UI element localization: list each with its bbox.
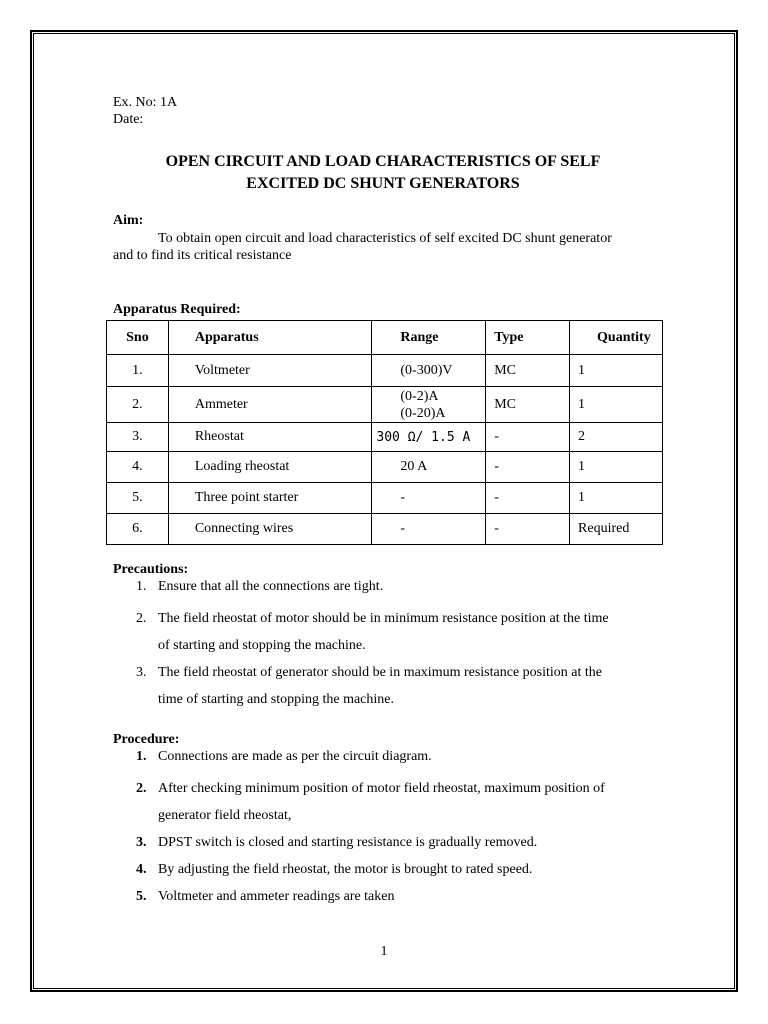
cell-quantity: 1 xyxy=(570,452,663,483)
cell-sno: 4. xyxy=(107,452,169,483)
cell-apparatus: Connecting wires xyxy=(168,514,372,545)
cell-sno: 3. xyxy=(107,423,169,452)
cell-apparatus: Rheostat xyxy=(168,423,372,452)
list-item-line: Connections are made as per the circuit diagram. xyxy=(158,749,432,764)
list-item-line: After checking minimum position of motor field rheostat, maximum position of xyxy=(158,781,605,796)
list-item xyxy=(114,883,674,910)
column-header-quantity: Quantity xyxy=(570,321,663,355)
list-item-number: 2. xyxy=(136,781,147,796)
cell-range: - xyxy=(372,483,486,514)
precautions-list xyxy=(114,578,674,713)
exercise-number: Ex. No: 1A xyxy=(113,95,178,110)
cell-quantity: 1 xyxy=(570,355,663,387)
column-header-range: Range xyxy=(372,321,486,355)
list-item-number: 2. xyxy=(136,611,147,626)
list-item xyxy=(114,605,674,659)
cell-range: - xyxy=(372,514,486,545)
page-title-line-2: EXCITED DC SHUNT GENERATORS xyxy=(246,175,520,192)
column-header-sno: Sno xyxy=(107,321,169,355)
cell-range: 300 Ω/ 1.5 A xyxy=(372,423,486,452)
list-item-number: 5. xyxy=(136,889,147,904)
cell-type: - xyxy=(486,452,570,483)
list-item-number: 1. xyxy=(136,749,147,764)
column-header-apparatus: Apparatus xyxy=(168,321,372,355)
table-row xyxy=(107,483,663,514)
list-item-number: 4. xyxy=(136,862,147,877)
cell-sno: 6. xyxy=(107,514,169,545)
table-row xyxy=(107,452,663,483)
cell-range xyxy=(372,387,486,423)
cell-quantity: 1 xyxy=(570,483,663,514)
list-item-line: By adjusting the field rheostat, the motor is brought to rated speed. xyxy=(158,862,533,877)
cell-range-line-1: (0-2)A xyxy=(400,388,439,404)
table-header-row xyxy=(107,321,663,355)
cell-apparatus: Three point starter xyxy=(168,483,372,514)
aim-heading: Aim: xyxy=(113,213,144,228)
procedure-heading: Procedure: xyxy=(113,732,180,747)
list-item-line: of starting and stopping the machine. xyxy=(158,638,366,653)
aim-text-line-1: To obtain open circuit and load characteristics of self excited DC shunt generator xyxy=(158,231,612,246)
cell-quantity: 2 xyxy=(570,423,663,452)
cell-apparatus: Voltmeter xyxy=(168,355,372,387)
list-item-line: The field rheostat of generator should be in maximum resistance position at the xyxy=(158,665,602,680)
cell-type: - xyxy=(486,514,570,545)
list-item xyxy=(114,829,674,856)
list-item xyxy=(114,659,674,713)
table-row xyxy=(107,514,663,545)
list-item-line: Ensure that all the connections are tight. xyxy=(158,579,384,594)
column-header-type: Type xyxy=(486,321,570,355)
list-item-line: Voltmeter and ammeter readings are taken xyxy=(158,889,395,904)
cell-type: MC xyxy=(486,355,570,387)
cell-apparatus: Loading rheostat xyxy=(168,452,372,483)
aim-text-line-2: and to find its critical resistance xyxy=(113,248,292,263)
cell-quantity: Required xyxy=(570,514,663,545)
list-item xyxy=(114,856,674,883)
list-item-number: 1. xyxy=(136,579,147,594)
date-label: Date: xyxy=(113,112,144,127)
page-number: 1 xyxy=(380,944,388,959)
cell-range: (0-300)V xyxy=(372,355,486,387)
list-item-number: 3. xyxy=(136,665,147,680)
page-title-line-1: OPEN CIRCUIT AND LOAD CHARACTERISTICS OF SELF xyxy=(165,153,601,170)
apparatus-table xyxy=(106,320,663,545)
cell-sno: 5. xyxy=(107,483,169,514)
list-item xyxy=(114,748,674,766)
cell-type: MC xyxy=(486,387,570,423)
list-item xyxy=(114,775,674,829)
table-row xyxy=(107,423,663,452)
precautions-heading: Precautions: xyxy=(113,562,189,577)
cell-sno: 2. xyxy=(107,387,169,423)
cell-range: 20 A xyxy=(372,452,486,483)
list-item-line: generator field rheostat, xyxy=(158,808,292,823)
cell-apparatus: Ammeter xyxy=(168,387,372,423)
cell-type: - xyxy=(486,423,570,452)
cell-type: - xyxy=(486,483,570,514)
table-row xyxy=(107,355,663,387)
cell-quantity: 1 xyxy=(570,387,663,423)
cell-range-line-2: (0-20)A xyxy=(400,405,446,421)
cell-sno: 1. xyxy=(107,355,169,387)
list-item-number: 3. xyxy=(136,835,147,850)
procedure-list xyxy=(114,748,674,910)
list-item-line: DPST switch is closed and starting resistance is gradually removed. xyxy=(158,835,538,850)
table-row xyxy=(107,387,663,423)
list-item-line: time of starting and stopping the machine. xyxy=(158,692,395,707)
list-item-line: The field rheostat of motor should be in minimum resistance position at the time xyxy=(158,611,609,626)
list-item xyxy=(114,578,674,596)
apparatus-heading: Apparatus Required: xyxy=(113,302,241,317)
